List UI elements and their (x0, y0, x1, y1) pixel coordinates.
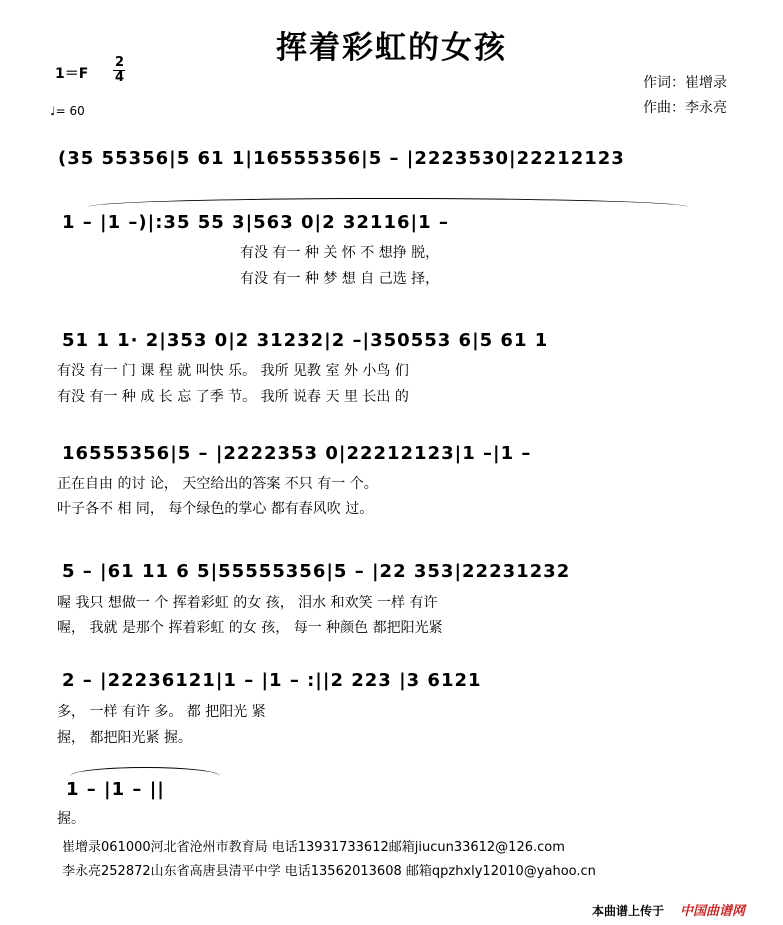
notation-row-6: 2 – |22236121|1 – |1 – :||2 223 |3 6121 (62, 670, 482, 691)
tie-arc (70, 767, 220, 776)
upload-note: 本曲谱上传于 (592, 904, 665, 918)
notation-row-4: 16555356|5 – |2222353 0|22212123|1 –|1 – (62, 443, 532, 464)
lyric-row-6-verse-1: 多， 一样 有许 多。 都 把阳光 紧 (57, 704, 266, 720)
contact-composer: 李永亮252872山东省高唐县清平中学 电话13562013608 邮箱qpzhxly12010@yahoo.cn (62, 864, 596, 879)
notation-row-2: 1 – |1 –)|:35 55 3|563 0|2 32116|1 – (62, 212, 449, 233)
lyric-row-4-verse-2: 叶子各不 相 同， 每个绿色的掌心 都有春风吹 过。 (57, 501, 374, 517)
song-title: 挥着彩虹的女孩 (276, 30, 507, 66)
contact-lyricist: 崔增录061000河北省沧州市教育局 电话13931733612邮箱jiucun33612@126.com (62, 840, 565, 855)
notation-row-1: (35 55356|5 61 1|16555356|5 – |2223530|22212123 (58, 148, 625, 169)
lyric-row-3-verse-1: 有没 有一 门 课 程 就 叫快 乐。 我所 见教 室 外 小鸟 们 (57, 363, 409, 379)
lyric-row-2-verse-1: 有没 有一 种 关 怀 不 想挣 脱， (240, 245, 440, 261)
lyricist-credit: 作词：崔增录 (643, 75, 727, 91)
tempo-marking: ♩= 60 (50, 104, 85, 118)
composer-credit: 作曲：李永亮 (643, 100, 727, 116)
site-logo[interactable] (680, 900, 745, 919)
lyric-row-2-verse-2: 有没 有一 种 梦 想 自 己选 择， (240, 271, 440, 287)
lyric-row-4-verse-1: 正在自由 的讨 论， 天空给出的答案 不只 有一 个。 (57, 476, 378, 492)
tie-arc (88, 198, 688, 207)
time-signature-numerator: 2 (115, 55, 125, 70)
logo-text: 中国曲谱网 (680, 904, 746, 919)
lyric-row-5-verse-1: 喔 我只 想做一 个 挥着彩虹 的女 孩， 泪水 和欢笑 一样 有许 (57, 595, 438, 611)
time-signature-denominator: 4 (115, 70, 125, 85)
lyric-row-3-verse-2: 有没 有一 种 成 长 忘 了季 节。 我所 说春 天 里 长出 的 (57, 389, 409, 405)
lyric-row-5-verse-2: 喔， 我就 是那个 挥着彩虹 的女 孩， 每一 种颜色 都把阳光紧 (57, 620, 443, 636)
notation-row-3: 51 1 1· 2|353 0|2 31232|2 –|350553 6|5 61 1 (62, 330, 549, 351)
key-signature: 1＝F (55, 66, 89, 82)
lyric-row-7: 握。 (57, 811, 85, 827)
notation-row-5: 5 – |61 11 6 5|55555356|5 – |22 353|22231232 (62, 561, 571, 582)
notation-row-7: 1 – |1 – || (66, 779, 165, 800)
lyric-row-6-verse-2: 握， 都把阳光紧 握。 (57, 730, 192, 746)
